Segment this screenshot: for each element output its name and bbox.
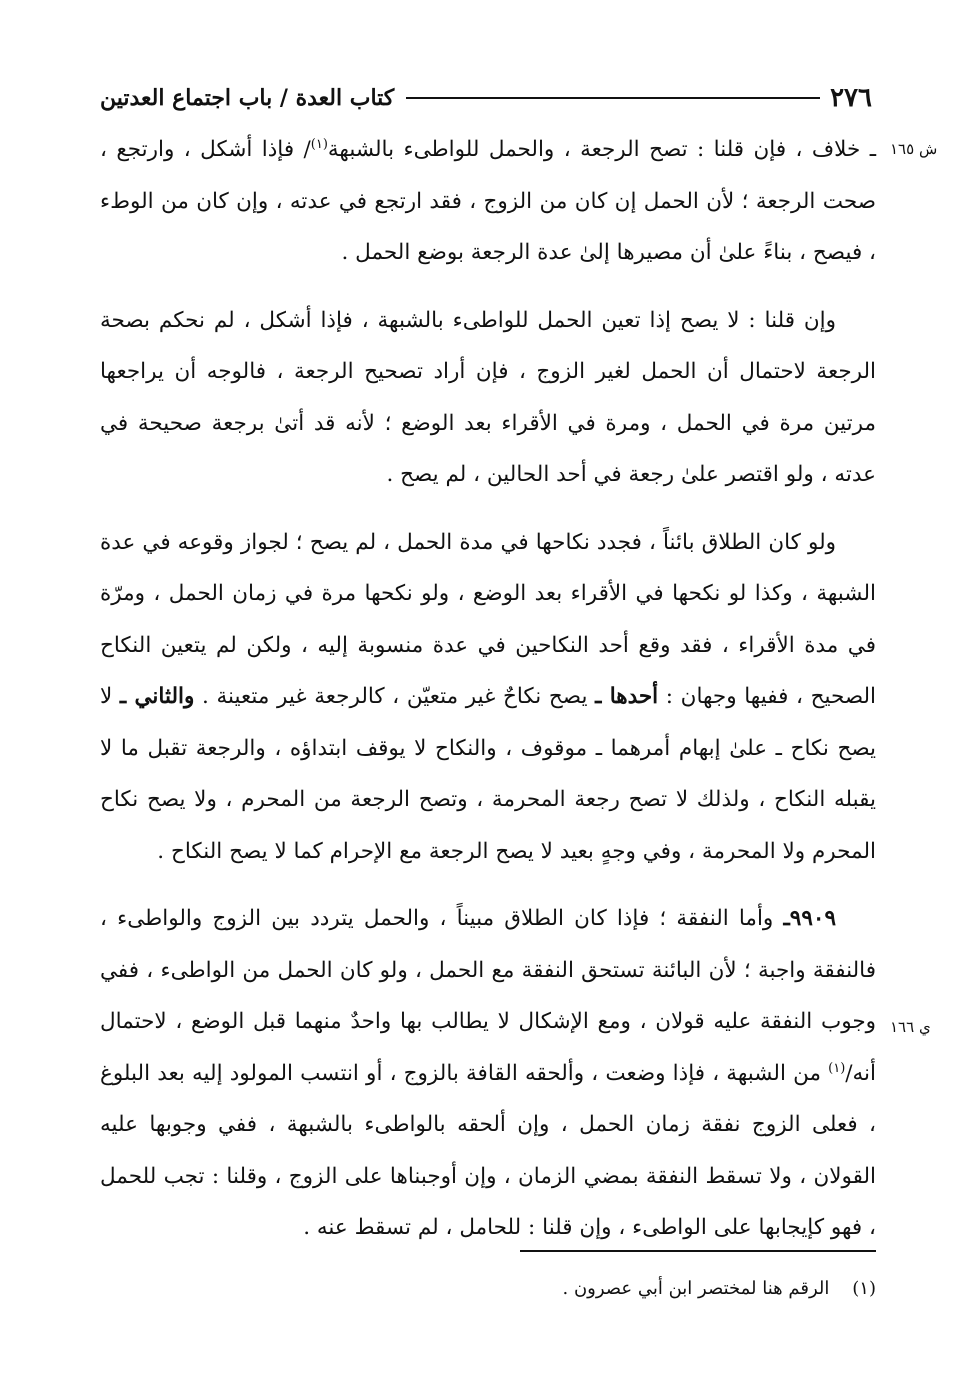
paragraph-3-text-a: ولو كان الطلاق بائناً ، فجدد نكاحها في مدة الحمل ، لم يصح ؛ لجواز وقوعه في عدة الشبهة ، وكذا لو نكحها في الأقراء بعد الوضع ، ولو نكحها مرة في زمان الحمل ، ومرّة في مدة الأقراء ، فقد وقع أحد النكاحين في عدة منسوبة إليه ، ولكن لم يتعين النكاح الصحيح ، ففيها وجهان : <box>100 529 876 709</box>
footnote-ref-1: (١) <box>310 136 328 152</box>
paragraph-1 <box>100 124 876 279</box>
footnote-marker: (١) <box>852 1278 876 1299</box>
footnote-text: الرقم هنا لمختصر ابن أبي عصرون . <box>562 1278 830 1299</box>
paragraph-1-text-b: / فإذا أشكل ، وارتجع ، صحت الرجعة ؛ لأن الحمل إن كان من الزوج ، فقد ارتجع في عدته ، وإن كان من الوطء ، فيصح ، بناءً علىٰ أن مصيرها إلىٰ عدة الرجعة بوضع الحمل . <box>100 137 876 265</box>
paragraph-4-text-a: وأما النفقة ؛ فإذا كان الطلاق مبيناً ، والحمل يتردد بين الزوج والواطىء ، فالنفقة واجبة ؛ لأن البائنة تستحق النفقة مع الحمل ، ولو كان الحمل من الواطىء ، ففي وجوب النفقة عليه قولان ، ومع الإشكال لا يطالب بها واحدٌ منهما قبل الوضع ، لاحتمال أنه/ <box>100 906 877 1086</box>
footnote-ref-2: (١) <box>828 1060 846 1076</box>
header-rule <box>406 97 820 99</box>
section-number: ٩٩٠٩ـ <box>783 906 836 931</box>
running-title: كتاب العدة / باب اجتماع العدتين <box>100 85 395 111</box>
margin-reference-2: ي ١٦٦ <box>890 1018 931 1036</box>
margin-reference-1: ش ١٦٥ <box>890 140 938 158</box>
first-view-label: أحدها ـ <box>595 684 659 709</box>
paragraph-4-text-b: من الشبهة ، فإذا وضعت ، وألحقه القافة بالزوج ، أو انتسب المولود إليه بعد البلوغ ، فعلى الزوج نفقة زمان الحمل ، وإن ألحقه بالواطىء بالشبهة ، ففي وجوبها عليه القولان ، ولا تسقط النفقة بمضي الزمان ، وإن أوجبناها على الزوج ، وقلنا : تجب للحمل ، فهو كإيجابها على الواطىء ، وإن قلنا : للحامل ، لم تسقط عنه . <box>100 1060 876 1240</box>
paragraph-3-text-c: لا يصح نكاح ـ علىٰ إبهام أمرهما ـ موقوف ، والنكاح لا يوقف ابتداؤه ، والرجعة تقبل ما لا يقبله النكاح ، ولذلك لا تصح رجعة المحرمة ، وتصح الرجعة من المحرم ، ولا يصح نكاح المحرم ولا المحرمة ، وفي وجهٍ بعيد لا يصح الرجعة مع الإحرام كما لا يصح النكاح . <box>100 684 876 864</box>
paragraph-3-text-b: يصح نكاحٌ غير متعيّن ، كالرجعة غير متعينة . <box>202 684 588 709</box>
paragraph-4 <box>100 893 876 1254</box>
footnote <box>500 1278 876 1299</box>
paragraph-3 <box>100 517 876 878</box>
page-number: ٢٧٦ <box>830 83 872 113</box>
main-text <box>100 124 876 1254</box>
page-header <box>100 78 872 118</box>
paragraph-2: وإن قلنا : لا يصح إذا تعين الحمل للواطىء بالشبهة ، فإذا أشكل ، لم نحكم بصحة الرجعة لاحتمال أن الحمل لغير الزوج ، فإن أراد تصحيح الرجعة ، فالوجه أن يراجعها مرتين مرة في الحمل ، ومرة في الأقراء بعد الوضع ؛ لأنه قد أتىٰ برجعة صحيحة في عدته ، ولو اقتصر علىٰ رجعة في أحد الحالين ، لم يصح . <box>100 307 876 487</box>
footnote-separator <box>520 1250 876 1252</box>
paragraph-1-text-a: ـ خلاف ، فإن قلنا : تصح الرجعة ، والحمل للواطىء بالشبهة <box>327 137 877 162</box>
second-view-label: والثاني ـ <box>119 684 195 709</box>
